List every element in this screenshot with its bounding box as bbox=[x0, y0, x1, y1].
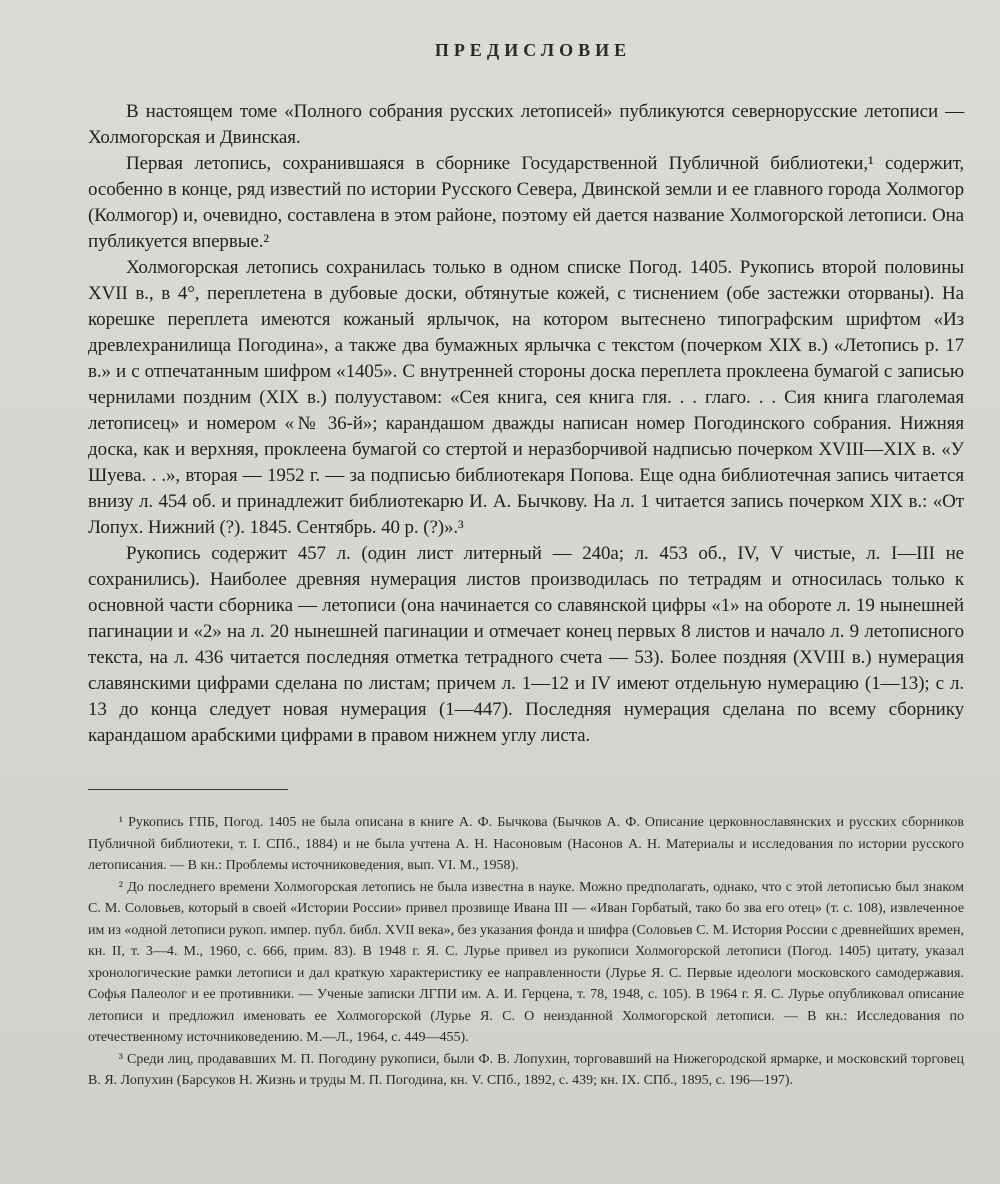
footnotes bbox=[88, 812, 964, 1092]
paragraph-2: Первая летопись, сохранившаяся в сборнике Государственной Публичной библиотеки,¹ содержит, особенно в конце, ряд известий по истории Русского Севера, Двинской земли и ее главного города Холмогор (Колмогор) и, очевидно, составлена в этом районе, поэтому ей дается название Холмогорской летописи. Она публикуется впервые.² bbox=[88, 153, 964, 252]
paragraph-3: Холмогорская летопись сохранилась только в одном списке Погод. 1405. Рукопись второй половины XVII в., в 4°, переплетена в дубовые доски, обтянутые кожей, с тиснением (обе застежки оторваны). На корешке переплета имеются кожаный ярлычок, на котором вытеснено типографским шрифтом «Из древлехранилища Погодина», а также два бумажных ярлычка с текстом (почерком XIX в.) «Летопись р. 17 в.» и с отпечатанным шифром «1405». С внутренней стороны доска переплета проклеена бумагой с записью чернилами поздним (XIX в.) полууставом: «Сея книга, сея книга гля. . . глаго. . . Сия книга глаголемая летописец» и номером «№ 36-й»; карандашом дважды написан номер Погодинского собрания. Нижняя доска, как и верхняя, проклеена бумагой со стертой и неразборчивой надписью почерком XVIII—XIX в. «У Шуева. . .», вторая — 1952 г. — за подписью библиотекаря Попова. Еще одна библиотечная запись читается внизу л. 454 об. и принадлежит библиотекарю И. А. Бычкову. На л. 1 читается запись почерком XIX в.: «От Лопух. Нижний (?). 1845. Сентябрь. 40 р. (?)».³ bbox=[88, 257, 964, 538]
footnote-divider bbox=[88, 789, 288, 790]
paragraph-1: В настоящем томе «Полного собрания русских летописей» публикуются севернорусские летописи — Холмогорская и Двинская. bbox=[88, 101, 964, 148]
page-title: ПРЕДИСЛОВИЕ bbox=[434, 40, 632, 60]
paragraph-4: Рукопись содержит 457 л. (один лист литерный — 240а; л. 453 об., IV, V чистые, л. I—III не сохранились). Наиболее древняя нумерация листов производилась по тетрадям и относилась только к основной части сборника — летописи (она начинается со славянской цифры «1» на обороте л. 19 нынешней пагинации и «2» на л. 20 нынешней пагинации и отмечает конец первых 8 листов и начало л. 9 летописного текста, на л. 436 читается последняя отметка тетрадного счета — 53). Более поздняя (XVIII в.) нумерация славянскими цифрами сделана по листам; причем л. 1—12 и IV имеют отдельную нумерацию (1—13); с л. 13 до конца следует новая нумерация (1—447). Последняя нумерация сделана по всему сборнику карандашом арабскими цифрами в правом нижнем углу листа. bbox=[88, 543, 964, 746]
preface-body bbox=[88, 99, 964, 749]
footnote-3: ³ Среди лиц, продававших М. П. Погодину рукописи, были Ф. В. Лопухин, торговавший на Нижегородской ярмарке, и московский торговец В. Я. Лопухин (Барсуков Н. Жизнь и труды М. П. Погодина, кн. V. СПб., 1892, с. 439; кн. IX. СПб., 1895, с. 196—197). bbox=[88, 1051, 964, 1088]
footnote-2: ² До последнего времени Холмогорская летопись не была известна в науке. Можно предполагать, однако, что с этой летописью был знаком С. М. Соловьев, который в своей «Истории России» привел прозвище Ивана III — «Иван Горбатый, тако бо зва его отец» (т. с. 108), извлеченное им из «одной летописи рукоп. импер. публ. библ. XVII века», без указания фонда и шифра (Соловьев С. М. История России с древнейших времен, кн. II, т. 3—4. М., 1960, с. 666, прим. 83). В 1948 г. Я. С. Лурье привел из рукописи Холмогорской летописи (Погод. 1405) цитату, указал хронологические рамки летописи и дал краткую характеристику ее направленности (Лурье Я. С. Первые идеологи московского самодержавия. Софья Палеолог и ее противники. — Ученые записки ЛГПИ им. А. И. Герцена, т. 78, 1948, с. 105). В 1964 г. Я. С. Лурье опубликовал описание летописи и предложил именовать ее Холмогорской (Лурье Я. С. О неизданной Холмогорской летописи. — В кн.: Исследования по отечественному источниковедению. М.—Л., 1964, с. 449—455). bbox=[88, 879, 964, 1045]
footnote-1: ¹ Рукопись ГПБ, Погод. 1405 не была описана в книге А. Ф. Бычкова (Бычков А. Ф. Описание церковнославянских и русских сборников Публичной библиотеки, т. I. СПб., 1884) и не была учтена А. Н. Насоновым (Насонов А. Н. Материалы и исследования по истории русского летописания. — В кн.: Проблемы источниковедения, вып. VI. М., 1958). bbox=[88, 815, 964, 873]
